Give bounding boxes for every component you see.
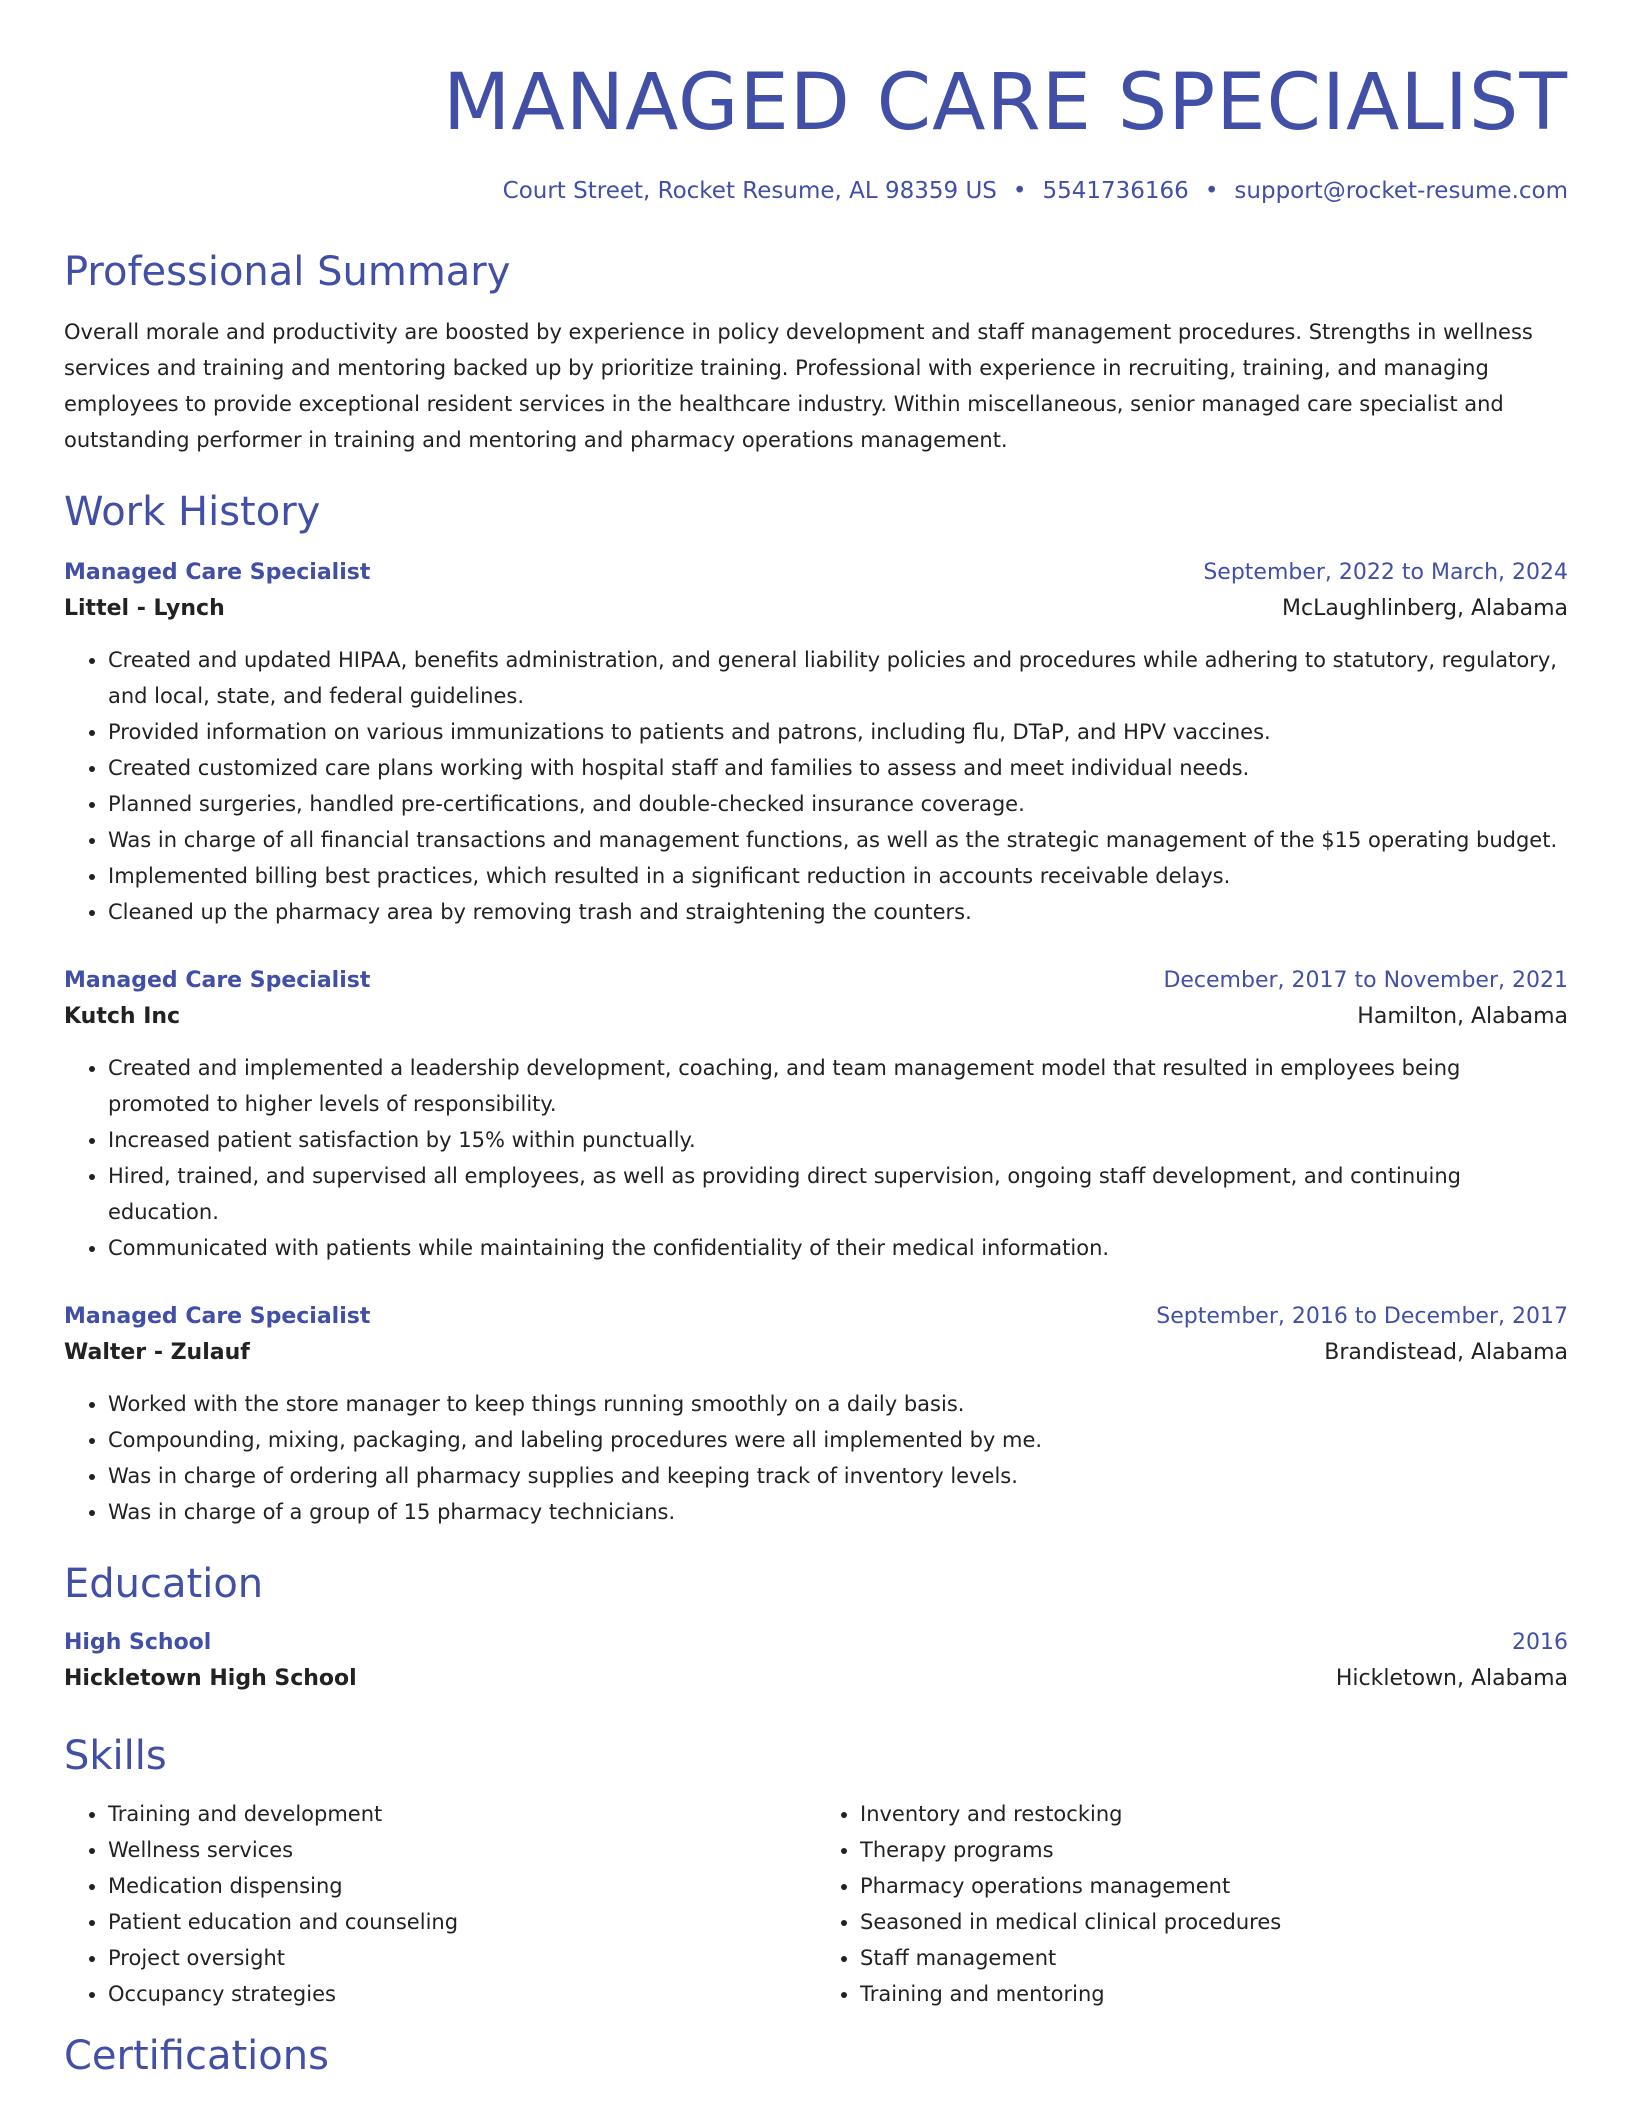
contact-separator: • <box>1012 178 1027 204</box>
resume-header <box>64 60 1568 206</box>
job-duty: • Created and updated HIPAA, benefits administration, and general liability policies and procedures while adhering to statutory, regulatory, and local, state, and federal guidelines. <box>108 642 1568 714</box>
skill-item: • Inventory and restocking <box>860 1796 1568 1832</box>
skill-item: • Patient education and counseling <box>108 1904 816 1940</box>
education-location: Hickletown, Alabama <box>1335 1666 1568 1691</box>
education-heading: Education <box>64 1561 264 1607</box>
job-company: Walter - Zulauf <box>64 1340 250 1365</box>
job-location: Hamilton, Alabama <box>1357 1004 1568 1029</box>
skill-item: • Therapy programs <box>860 1832 1568 1868</box>
skill-item: • Medication dispensing <box>108 1868 816 1904</box>
job-duty: • Compounding, mixing, packaging, and labeling procedures were all implemented by me. <box>108 1422 1568 1458</box>
skill-item: • Project oversight <box>108 1940 816 1976</box>
job-location: McLaughlinberg, Alabama <box>1282 596 1568 621</box>
job-duty: • Cleaned up the pharmacy area by removing trash and straightening the counters. <box>108 894 1568 930</box>
contact-separator: • <box>1204 178 1219 204</box>
skill-item: • Staff management <box>860 1940 1568 1976</box>
candidate-title: MANAGED CARE SPECIALIST <box>443 58 1568 148</box>
education-year: 2016 <box>1512 1630 1568 1655</box>
job-duty: • Implemented billing best practices, which resulted in a significant reduction in accounts receivable delays. <box>108 858 1568 894</box>
skills-column-right <box>816 1796 1568 2012</box>
job-duties <box>64 1386 1568 1530</box>
skills-column-left <box>64 1796 816 2012</box>
job-company: Littel - Lynch <box>64 596 225 621</box>
job-duty: • Communicated with patients while maintaining the confidentiality of their medical information. <box>108 1230 1568 1266</box>
summary-text: Overall morale and productivity are boosted by experience in policy development and staff management procedures. Strengths in wellness services and training and mentoring backed up by prioritize training. Professional with experience in recruiting, training, and managing employees to provide exceptional resident services in the healthcare industry. Within miscellaneous, senior managed care specialist and outstanding performer in training and mentoring and pharmacy operations management. <box>64 320 1533 452</box>
contact-email: support@rocket-resume.com <box>1234 178 1568 204</box>
job-duty: • Hired, trained, and supervised all employees, as well as providing direct supervision, ongoing staff development, and continuing education. <box>108 1158 1568 1230</box>
education-entry <box>64 1626 1568 1698</box>
job-company: Kutch Inc <box>64 1004 181 1029</box>
skill-item: • Training and mentoring <box>860 1976 1568 2012</box>
skills-heading: Skills <box>64 1733 167 1779</box>
skill-item: • Wellness services <box>108 1832 816 1868</box>
contact-address: Court Street, Rocket Resume, AL 98359 US <box>502 178 997 204</box>
job-duty: • Increased patient satisfaction by 15% within punctually. <box>108 1122 1568 1158</box>
contact-line <box>64 176 1568 206</box>
certifications-heading: Certifications <box>64 2033 329 2079</box>
job-duty: • Planned surgeries, handled pre-certifications, and double-checked insurance coverage. <box>108 786 1568 822</box>
job-title: Managed Care Specialist <box>64 560 371 585</box>
job-entry <box>64 556 1568 930</box>
job-title: Managed Care Specialist <box>64 968 371 993</box>
contact-phone: 5541736166 <box>1042 178 1189 204</box>
job-entry <box>64 1300 1568 1530</box>
job-title: Managed Care Specialist <box>64 1304 371 1329</box>
job-duty: • Was in charge of all financial transactions and management functions, as well as the strategic management of the $15 operating budget. <box>108 822 1568 858</box>
job-location: Brandistead, Alabama <box>1324 1340 1568 1365</box>
summary-heading: Professional Summary <box>64 249 511 295</box>
job-dates: December, 2017 to November, 2021 <box>1163 968 1568 993</box>
job-duty: • Created and implemented a leadership development, coaching, and team management model that resulted in employees being promoted to higher levels of responsibility. <box>108 1050 1568 1122</box>
job-duty: • Provided information on various immunizations to patients and patrons, including flu, DTaP, and HPV vaccines. <box>108 714 1568 750</box>
skills-list <box>64 1796 1568 2012</box>
work-history-heading: Work History <box>64 489 321 535</box>
job-duties <box>64 642 1568 930</box>
job-duty: • Worked with the store manager to keep things running smoothly on a daily basis. <box>108 1386 1568 1422</box>
job-dates: September, 2016 to December, 2017 <box>1156 1304 1568 1329</box>
job-dates: September, 2022 to March, 2024 <box>1203 560 1568 585</box>
skill-item: • Seasoned in medical clinical procedures <box>860 1904 1568 1940</box>
job-entry <box>64 964 1568 1266</box>
education-degree: High School <box>64 1630 212 1655</box>
skill-item: • Pharmacy operations management <box>860 1868 1568 1904</box>
job-duty: • Was in charge of ordering all pharmacy supplies and keeping track of inventory levels. <box>108 1458 1568 1494</box>
job-duties <box>64 1050 1568 1266</box>
job-duty: • Created customized care plans working with hospital staff and families to assess and meet individual needs. <box>108 750 1568 786</box>
job-duty: • Was in charge of a group of 15 pharmacy technicians. <box>108 1494 1568 1530</box>
skill-item: • Occupancy strategies <box>108 1976 816 2012</box>
education-school: Hickletown High School <box>64 1666 357 1691</box>
skill-item: • Training and development <box>108 1796 816 1832</box>
